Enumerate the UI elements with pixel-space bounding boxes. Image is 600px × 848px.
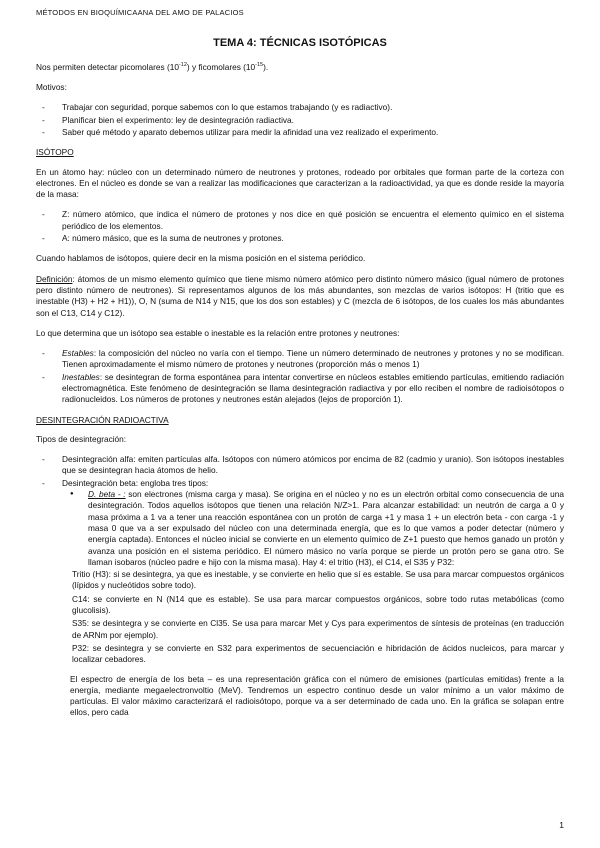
section-heading-desintegracion: DESINTEGRACIÓN RADIOACTIVA xyxy=(36,414,169,425)
list-item: - Planificar bien el experimento: ley de desintegración radiactiva. xyxy=(36,115,564,126)
paragraph: El espectro de energía de los beta – es una representación gráfica con el número de emisiones (partículas emitidas) frente a la energía, mediante megaelectronvoltio (MeV). Tendremos un espectro continuo desde un valor mínimo a un valor máximo de partículas. El valor máximo caracterizará el radioisótopo, porque va a ser determinado de cada uno. En la gráfica se solapan entre ellos, pero cada xyxy=(70,673,564,718)
running-header: MÉTODOS EN BIOQUÍMICAANA DEL AMO DE PALACIOS xyxy=(36,8,244,17)
isotope-examples xyxy=(36,569,564,665)
definition-label: Definición xyxy=(36,273,73,284)
isotope-item: S35: se desintegra y se convierte en Cl35. Se usa para marcar Met y Cys para experimentos de síntesis de proteínas (en traducción de ARNm por ejemplo). xyxy=(72,618,564,640)
definition-text: : átomos de un mismo elemento químico que tiene mismo número atómico pero distinto número másico (igual número de protones pero distinto número de neutrones). Si representamos algunos de los más abundantes, son mezclas de varios isótopos: H (tritio que es inestable (H3) + H2 + H1)), O, N (suma de N14 y N15, que los dos son estables) y C (mezcla de 6 isótopos, de los cuales los más abundantes son el C13, C14 y C12). xyxy=(36,273,564,318)
term-text: : se desintegran de forma espontánea para intentar convertirse en núcleos estables emitiendo partículas, emitiendo radiación electromagnética. Este fenómeno de desintegración se llama desintegración radiactiva y por ello reciben el nombre de radioisótopos o radionucleidos. Los números de protones y neutrones están alejados (lejos de proporción 1). xyxy=(62,371,564,405)
term-label: D. beta - : xyxy=(88,489,126,500)
paragraph: En un átomo hay: núcleo con un determinado número de neutrones y protones, rodeado por orbitales que forman parte de la corteza con electrones. En el núcleo es donde se van a realizar las modificaciones que caracterizan a la radioactividad, ya que es donde reside la mayoría de la masa: xyxy=(36,166,564,200)
motivos-label: Motivos: xyxy=(36,82,67,93)
list-item: - Z: número atómico, que indica el número de protones y nos dice en qué posición se encuentra el elemento químico en el sistema periódico de los elementos. xyxy=(36,209,564,232)
page-number: 1 xyxy=(559,820,564,830)
beta-label: Desintegración beta: engloba tres tipos: xyxy=(62,477,209,488)
za-list xyxy=(36,209,564,244)
decay-types-list xyxy=(36,454,564,568)
document-body xyxy=(36,60,564,728)
term-label: Estables xyxy=(62,348,94,359)
section-heading-isotopo: ISÓTOPO xyxy=(36,147,74,158)
page-title: TEMA 4: TÉCNICAS ISOTÓPICAS xyxy=(213,37,387,49)
list-item: - A: número másico, que es la suma de neutrones y protones. xyxy=(36,233,564,244)
paragraph: Tipos de desintegración: xyxy=(36,433,127,444)
intro-paragraph xyxy=(36,60,564,73)
list-item xyxy=(62,489,564,568)
list-item: - Desintegración alfa: emiten partículas alfa. Isótopos con número atómicos por encima de 82 (cadmio y uranio). Son isótopos inestables que se desintegran hacia átomos de helio. xyxy=(36,454,564,477)
term-text: : la composición del núcleo no varía con el tiempo. Tiene un número determinado de neutrones y protones y no se modifican. Tienen aproximadamente el mismo número de protones y neutrones (proporción más o menos 1) xyxy=(62,348,564,370)
intro-text: Nos permiten detectar picomolares (10 xyxy=(36,61,179,72)
list-item: - Trabajar con seguridad, porque sabemos con lo que estamos trabajando (y es radiactivo). xyxy=(36,102,564,113)
isotope-item: P32: se desintegra y se convierte en S32 para experimentos de secuenciación e hibridación de ácidos nucleicos, para marcar y localizar cebadores. xyxy=(72,642,564,665)
intro-text: ). xyxy=(263,61,269,72)
motivos-list xyxy=(36,102,564,138)
list-item xyxy=(36,478,564,568)
exponent: -12 xyxy=(178,62,187,68)
list-item: - Saber qué método y aparato debemos utilizar para medir la afinidad una vez realizado el experimento. xyxy=(36,127,564,138)
list-item xyxy=(36,348,564,371)
beta-sublist xyxy=(62,489,564,568)
isotope-item: C14: se convierte en N (N14 que es estable). Se usa para marcar compuestos orgánicos, sobre todo rutas metabólicas (como glucolisis). xyxy=(72,593,564,616)
isotope-item: Tritio (H3): si se desintegra, ya que es inestable, y se convierte en helio que sí es estable. Se usa para marcar compuestos orgánicos (lípidos y nucleótidos sobre todo). xyxy=(72,569,564,591)
intro-text: ) y ficomolares (10 xyxy=(186,61,256,72)
list-item xyxy=(36,372,564,406)
exponent: -15 xyxy=(255,62,264,68)
paragraph: Cuando hablamos de isótopos, quiere decir en la misma posición en el sistema periódico. xyxy=(36,253,366,264)
term-text: son electrones (misma carga y masa). Se origina en el núcleo y no es un electrón orbital como consecuencia de una desintegración. Todos aquellos isótopos que tienen una relación N/Z>1. Para alcanzar estabilidad: un neutrón de carga a 0 y masa próxima a 1 va a tener una reacción espontánea con un protón de carga +1 y masa 1 + un electrón beta - con carga -1 y masa 0 que va a ser expulsado del núcleo con una determinada energía, que es lo que vamos a poder detectar (número y energía captada). Entonces el núcleo inicial se convierte en un elemento químico de Z+1 puesto que hemos ganado un protón y avanza una posición en el sistema periódico. El número másico no varía porque se pierde un protón pero se gana otro. Se llaman isobaros (núcleo padre e hijo con la misma masa). Hay 4: el tritio (H3), el C14, el S35 y P32: xyxy=(88,489,564,567)
stability-list xyxy=(36,348,564,405)
paragraph: Lo que determina que un isótopo sea estable o inestable es la relación entre protones y neutrones: xyxy=(36,327,400,338)
term-label: Inestables xyxy=(62,371,100,382)
definition-paragraph xyxy=(36,274,564,319)
